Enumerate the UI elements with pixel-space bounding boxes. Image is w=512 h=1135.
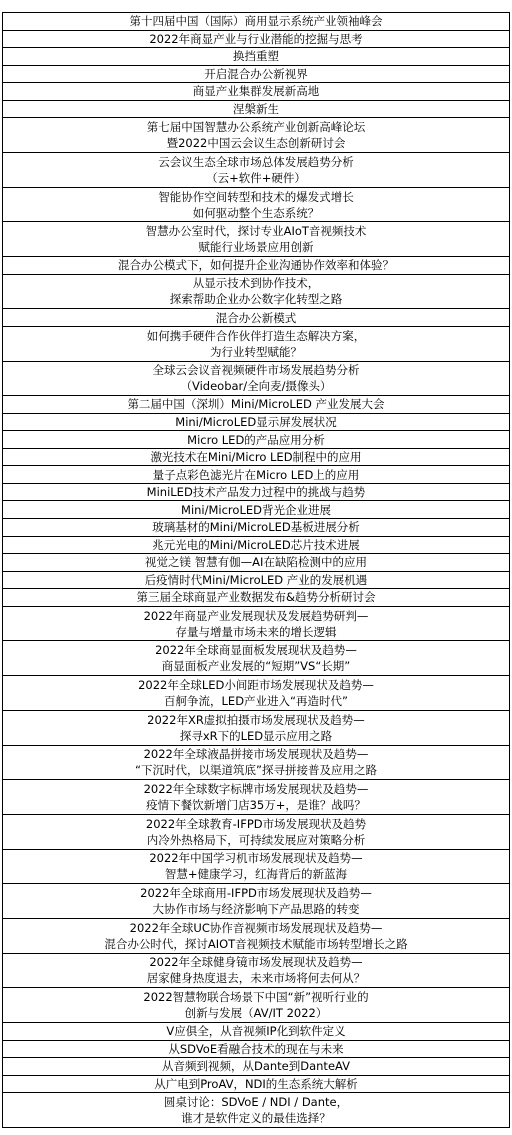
agenda-row-text: 智慧+健康学习，红海背后的新蓝海 [164, 867, 348, 882]
agenda-row [3, 954, 510, 989]
agenda-row-text: 大协作市场与经济影响下产品思路的转变 [152, 902, 360, 917]
agenda-row-text: 2022年全球教育-IFPD市场发展现状及趋势 [145, 816, 367, 831]
agenda-row-text: 第十四届中国（国际）商用显示系统产业领袖峰会 [129, 14, 383, 29]
agenda-row [3, 431, 510, 449]
agenda-row [3, 988, 510, 1023]
agenda-row-text: 第七届中国智慧办公系统产业创新高峰论坛 [146, 120, 366, 135]
agenda-row [3, 414, 510, 432]
agenda-row [3, 222, 510, 257]
agenda-row [3, 884, 510, 919]
agenda-row-text: 2022年XR虚拟拍摄市场发展现状及趋势— [147, 712, 365, 727]
agenda-row-text: 2022年全球液晶拼接市场发展现状及趋势— [143, 747, 369, 762]
agenda-row [3, 101, 510, 119]
agenda-row [3, 519, 510, 537]
agenda-row-text: 2022年全球商显面板发展现状及趋势— [155, 643, 357, 658]
agenda-row-text: 涅槃新生 [233, 102, 279, 116]
agenda-row-text: 第二届中国（深圳）Mini/MicroLED 产业发展大会 [127, 397, 385, 412]
agenda-row [3, 48, 510, 66]
agenda-row [3, 31, 510, 49]
agenda-row-text: （云+软件+硬件） [206, 170, 306, 185]
agenda-row-text: 后疫情时代Mini/MicroLED 产业的发展机遇 [144, 572, 368, 587]
agenda-row-text: 量子点彩色滤光片在Micro LED上的应用 [152, 467, 360, 482]
agenda-row-text: 2022年全球商用-IFPD市场发展现状及趋势— [140, 886, 372, 901]
agenda-row-text: Mini/MicroLED显示屏发展状况 [175, 415, 337, 429]
agenda-row [3, 13, 510, 31]
agenda-row-text: 疫情下餐饮新增门店35万+，是谁？战吗？ [146, 798, 366, 813]
agenda-row-text: 智能协作空间转型和技术的爆发式增长 [158, 189, 354, 204]
agenda-row [3, 1093, 510, 1128]
agenda-row-text: 谁才是软件定义的最佳选择？ [181, 1111, 331, 1126]
agenda-row-text: 探寻xR下的LED显示应用之路 [179, 728, 333, 743]
agenda-row-text: 从SDVoE看融合技术的现在与未来 [168, 1041, 344, 1056]
agenda-row [3, 309, 510, 327]
agenda-row-text: 暨2022中国云会议生态创新研讨会 [166, 136, 346, 151]
agenda-row-text: V应俱全，从音视频IP化到软件定义 [166, 1024, 346, 1039]
agenda-row [3, 746, 510, 781]
agenda-row-text: 从音频到视频，从Dante到DanteAV [161, 1059, 351, 1074]
agenda-row-text: 混合办公模式下，如何提升企业沟通协作效率和体验？ [118, 258, 394, 273]
agenda-row [3, 676, 510, 711]
agenda-row-text: 2022年商显产业与行业潜能的挖掘与思考 [149, 31, 363, 46]
agenda-row [3, 327, 510, 362]
agenda-row [3, 1041, 510, 1059]
agenda-row [3, 554, 510, 572]
agenda-row [3, 362, 510, 397]
agenda-row [3, 850, 510, 885]
agenda-row-text: 混合办公时代，探讨AIOT音视频技术赋能市场转型增长之路 [104, 936, 408, 951]
agenda-row-text: 第三届全球商显产业数据发布&趋势分析研讨会 [136, 590, 376, 605]
agenda-row-text: Mini/MicroLED背光企业进展 [181, 502, 331, 517]
agenda-row [3, 919, 510, 954]
agenda-row [3, 153, 510, 188]
agenda-row-text: 为行业转型赋能？ [210, 344, 302, 359]
agenda-row-text: （Videobar/全向麦/摄像头） [180, 379, 332, 394]
agenda-row-text: 开启混合办公新视界 [204, 66, 308, 81]
agenda-row-text: Micro LED的产品应用分析 [187, 432, 325, 447]
agenda-row-text: 换挡重塑 [233, 49, 279, 64]
agenda-row-text: 激光技术在Mini/Micro LED制程中的应用 [150, 450, 362, 465]
agenda-row-text: 存量与增量市场未来的增长逻辑 [175, 624, 337, 639]
agenda-row-text: 混合办公新模式 [215, 310, 297, 325]
agenda-row-text: 智慧办公室时代，探讨专业AIoT音视频技术 [145, 224, 367, 239]
agenda-row-text: 百舸争流，LED产业进入“再造时代” [164, 693, 348, 708]
agenda-row-text: 2022年全球健身镜市场发展现状及趋势— [149, 955, 363, 970]
agenda-row-text: 探索帮助企业办公数字化转型之路 [169, 292, 343, 307]
agenda-row-text: 云会议生态全球市场总体发展趋势分析 [158, 154, 354, 169]
agenda-table [2, 12, 510, 1128]
agenda-row-text: 创新与发展（AV/IT 2022） [184, 1006, 328, 1021]
agenda-row-text: 2022年全球UC协作音视频市场发展现状及趋势— [129, 920, 383, 935]
agenda-row [3, 780, 510, 815]
agenda-row [3, 396, 510, 414]
agenda-row [3, 589, 510, 607]
agenda-row-text: 商显面板产业发展的“短期”VS“长期” [161, 659, 351, 674]
agenda-row-text: 如何驱动整个生态系统？ [192, 205, 320, 220]
agenda-row-text: 全球云会议音视频硬件市场发展趋势分析 [152, 363, 360, 378]
agenda-row-text: 2022年全球数字标牌市场发展现状及趋势— [143, 782, 369, 797]
agenda-row-text: 圆桌讨论：SDVoE / NDI / Dante， [163, 1095, 349, 1110]
agenda-row [3, 607, 510, 642]
agenda-row-text: 2022年商显产业发展现状及发展趋势研判— [143, 608, 369, 623]
agenda-row [3, 1058, 510, 1076]
agenda-row [3, 572, 510, 590]
agenda-row [3, 275, 510, 310]
agenda-row-text: “下沉时代，以渠道筑底”探寻拼接普及应用之路 [135, 763, 377, 778]
agenda-row-text: 内冷外热格局下，可持续发展应对策略分析 [146, 832, 366, 847]
agenda-row-text: 玻璃基材的Mini/MicroLED基板进展分析 [152, 520, 360, 535]
agenda-row [3, 484, 510, 502]
agenda-row-text: 如何携手硬件合作伙伴打造生态解决方案， [146, 328, 366, 343]
agenda-row-text: 从广电到ProAV，NDI的生态系统大解析 [154, 1076, 358, 1091]
agenda-row [3, 66, 510, 84]
agenda-row [3, 449, 510, 467]
agenda-row-text: 居家健身热度退去，未来市场将何去何从？ [146, 971, 366, 986]
agenda-row-text: 视觉之镁 智慧有伽—AI在缺陷检测中的应用 [145, 555, 367, 570]
agenda-row-text: 兆元光电的Mini/MicroLED芯片技术进展 [152, 537, 360, 552]
agenda-row-text: 赋能行业场景应用创新 [198, 240, 314, 255]
agenda-row-text: 商显产业集群发展新高地 [192, 84, 320, 99]
agenda-row [3, 711, 510, 746]
agenda-row [3, 501, 510, 519]
agenda-row [3, 83, 510, 101]
agenda-row [3, 537, 510, 555]
agenda-row [3, 188, 510, 223]
agenda-row [3, 815, 510, 850]
agenda-row-text: 2022智慧物联合场景下中国“新”视听行业的 [143, 990, 369, 1005]
agenda-row-text: MiniLED技术产品发力过程中的挑战与趋势 [146, 485, 366, 500]
agenda-row-text: 2022年中国学习机市场发展现状及趋势— [149, 851, 363, 866]
agenda-row [3, 1076, 510, 1094]
agenda-row [3, 1023, 510, 1041]
agenda-row [3, 257, 510, 275]
agenda-row [3, 641, 510, 676]
agenda-row [3, 466, 510, 484]
agenda-row-text: 2022年全球LED小间距市场发展现状及趋势— [138, 677, 374, 692]
agenda-row-text: 从显示技术到协作技术， [192, 276, 320, 291]
agenda-row [3, 118, 510, 153]
